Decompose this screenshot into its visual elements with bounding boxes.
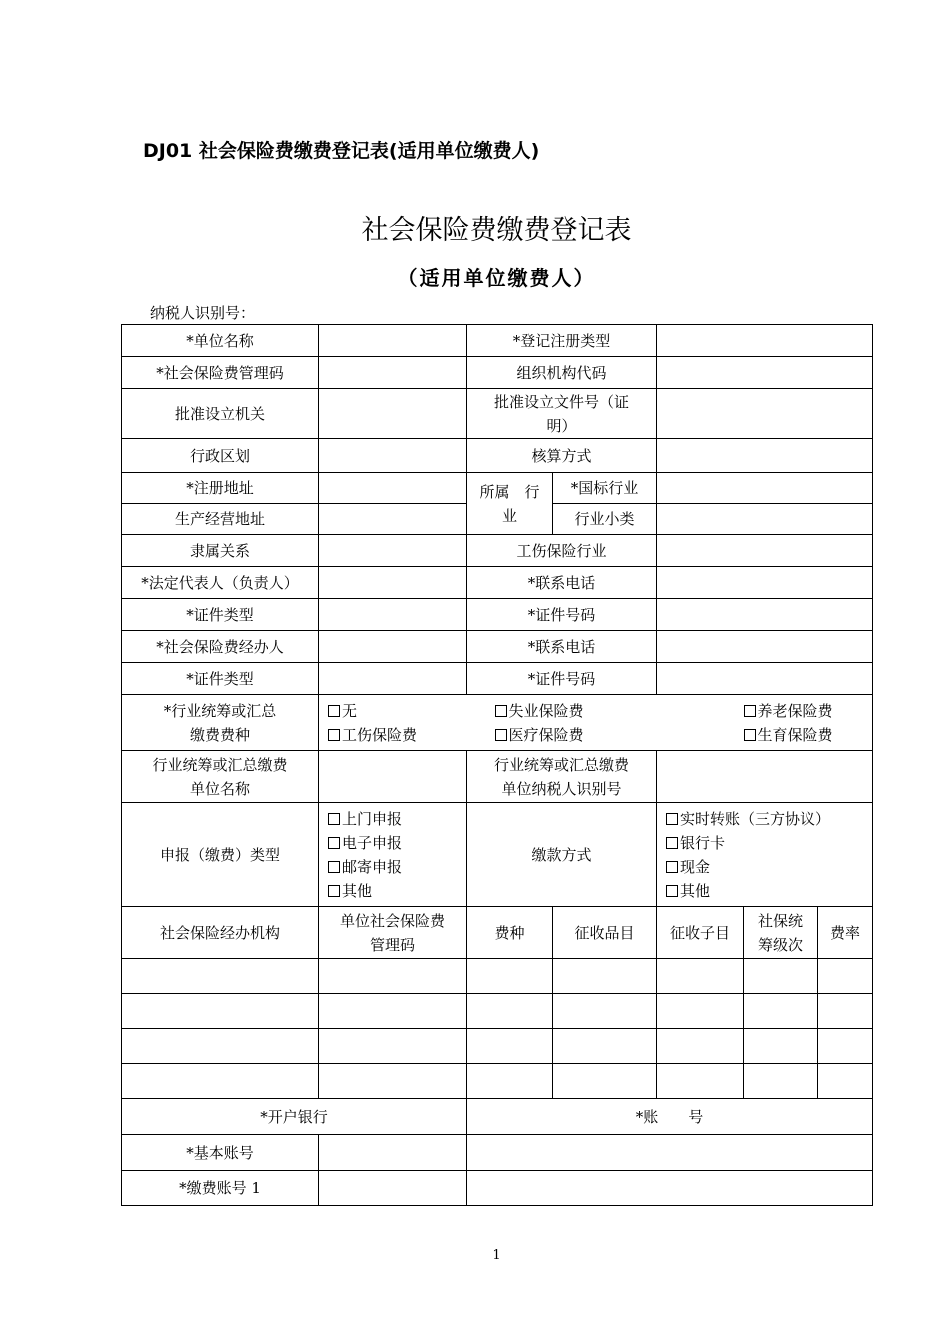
industry-sub-field[interactable] bbox=[657, 504, 873, 535]
approval-org-label: 批准设立机关 bbox=[122, 389, 319, 439]
fee-type-cell[interactable] bbox=[467, 994, 553, 1029]
id-no2-label: *证件号码 bbox=[467, 663, 657, 695]
fee-option-injury[interactable]: 工伤保险费 bbox=[328, 723, 465, 747]
table-row bbox=[122, 1029, 873, 1064]
rate-cell[interactable] bbox=[818, 994, 873, 1029]
unit-ss-code-cell[interactable] bbox=[319, 1029, 467, 1064]
checkbox-empty-icon[interactable] bbox=[666, 861, 678, 873]
handler-field[interactable] bbox=[319, 631, 467, 663]
checkbox-empty-icon[interactable] bbox=[666, 885, 678, 897]
taxpayer-id-label: 纳税人识别号： bbox=[150, 304, 256, 322]
pool-unit-name-line2: 单位名称 bbox=[189, 779, 250, 798]
payment-method-label: 缴款方式 bbox=[467, 803, 657, 907]
page-number: 1 bbox=[492, 1248, 501, 1263]
fee-type-cell[interactable] bbox=[467, 1064, 553, 1099]
approval-doc-field[interactable] bbox=[657, 389, 873, 439]
ss-level-header: 社保统筹级次 bbox=[744, 907, 818, 959]
account-label: *账 号 bbox=[467, 1099, 873, 1135]
checkbox-empty-icon[interactable] bbox=[328, 885, 340, 897]
rate-cell[interactable] bbox=[818, 1064, 873, 1099]
phone1-field[interactable] bbox=[657, 567, 873, 599]
ss-level-cell[interactable] bbox=[744, 959, 818, 994]
checkbox-empty-icon[interactable] bbox=[744, 729, 756, 741]
phone1-label: *联系电话 bbox=[467, 567, 657, 599]
affiliation-label: 隶属关系 bbox=[122, 535, 319, 567]
form-title: 社会保险费缴费登记表 bbox=[361, 215, 632, 246]
pay-account-number-field[interactable] bbox=[467, 1171, 873, 1206]
industry-sub-label: 行业小类 bbox=[553, 504, 657, 535]
levy-item-header: 征收品目 bbox=[553, 907, 657, 959]
checkbox-empty-icon[interactable] bbox=[666, 813, 678, 825]
pool-unit-tax-label bbox=[467, 751, 657, 803]
injury-industry-field[interactable] bbox=[657, 535, 873, 567]
checkbox-empty-icon[interactable] bbox=[328, 729, 340, 741]
affiliation-field[interactable] bbox=[319, 535, 467, 567]
unit-ss-code-cell[interactable] bbox=[319, 994, 467, 1029]
pool-unit-name-label bbox=[122, 751, 319, 803]
industry-label: 所属 行业 bbox=[467, 473, 553, 535]
rate-header: 费率 bbox=[818, 907, 873, 959]
pool-unit-tax-line1: 行业统筹或汇总缴费 bbox=[494, 755, 630, 774]
checkbox-empty-icon[interactable] bbox=[328, 837, 340, 849]
basic-account-label: *基本账号 bbox=[122, 1135, 319, 1171]
admin-region-field[interactable] bbox=[319, 439, 467, 473]
ss-level-cell[interactable] bbox=[744, 1029, 818, 1064]
levy-sub-cell[interactable] bbox=[657, 994, 744, 1029]
id-type2-label: *证件类型 bbox=[122, 663, 319, 695]
pool-unit-tax-field[interactable] bbox=[657, 751, 873, 803]
levy-sub-cell[interactable] bbox=[657, 1029, 744, 1064]
basic-account-number-field[interactable] bbox=[467, 1135, 873, 1171]
pool-unit-name-field[interactable] bbox=[319, 751, 467, 803]
org-code-field[interactable] bbox=[657, 357, 873, 389]
pay-account-label: *缴费账号 1 bbox=[122, 1171, 319, 1206]
rate-cell[interactable] bbox=[818, 959, 873, 994]
unit-ss-code-header: 单位社会保险费管理码 bbox=[319, 907, 467, 959]
agency-header: 社会保险经办机构 bbox=[122, 907, 319, 959]
pool-fee-type-label bbox=[122, 695, 319, 751]
national-industry-label: *国标行业 bbox=[553, 473, 657, 504]
ss-mgmt-code-field[interactable] bbox=[319, 357, 467, 389]
injury-industry-label: 工伤保险行业 bbox=[467, 535, 657, 567]
phone2-field[interactable] bbox=[657, 631, 873, 663]
id-no2-field[interactable] bbox=[657, 663, 873, 695]
phone2-label: *联系电话 bbox=[467, 631, 657, 663]
accounting-field[interactable] bbox=[657, 439, 873, 473]
admin-region-label: 行政区划 bbox=[122, 439, 319, 473]
checkbox-empty-icon[interactable] bbox=[495, 705, 507, 717]
checkbox-empty-icon[interactable] bbox=[328, 705, 340, 717]
reg-address-field[interactable] bbox=[319, 473, 467, 504]
unit-name-field[interactable] bbox=[319, 325, 467, 357]
bank-label: *开户银行 bbox=[122, 1099, 467, 1135]
checkbox-empty-icon[interactable] bbox=[744, 705, 756, 717]
id-type2-field[interactable] bbox=[319, 663, 467, 695]
checkbox-empty-icon[interactable] bbox=[666, 837, 678, 849]
reg-type-field[interactable] bbox=[657, 325, 873, 357]
checkbox-empty-icon[interactable] bbox=[328, 861, 340, 873]
levy-sub-cell[interactable] bbox=[657, 959, 744, 994]
form-subtitle: （适用单位缴费人） bbox=[397, 266, 596, 290]
agency-cell[interactable] bbox=[122, 1029, 319, 1064]
declare-type-label: 申报（缴费）类型 bbox=[122, 803, 319, 907]
payment-option-cash[interactable]: 现金 bbox=[666, 855, 870, 879]
legal-rep-label: *法定代表人（负责人） bbox=[122, 567, 319, 599]
table-row bbox=[122, 959, 873, 994]
id-type1-label: *证件类型 bbox=[122, 599, 319, 631]
pool-fee-type-line1: *行业统筹或汇总 bbox=[163, 701, 277, 720]
payment-option-other[interactable]: 其他 bbox=[666, 879, 870, 903]
checkbox-empty-icon[interactable] bbox=[328, 813, 340, 825]
fee-option-none[interactable]: 无 bbox=[328, 699, 465, 723]
levy-item-cell[interactable] bbox=[553, 994, 657, 1029]
legal-rep-field[interactable] bbox=[319, 567, 467, 599]
declare-option-mail[interactable]: 邮寄申报 bbox=[328, 855, 464, 879]
basic-account-bank-field[interactable] bbox=[319, 1135, 467, 1171]
ss-level-cell[interactable] bbox=[744, 994, 818, 1029]
pool-fee-type-line2: 缴费费种 bbox=[189, 725, 250, 744]
approval-org-field[interactable] bbox=[319, 389, 467, 439]
fee-option-pension[interactable]: 养老保险费 bbox=[744, 699, 871, 723]
accounting-label: 核算方式 bbox=[467, 439, 657, 473]
pool-unit-name-line1: 行业统筹或汇总缴费 bbox=[152, 755, 288, 774]
fee-type-cell[interactable] bbox=[467, 959, 553, 994]
fee-type-cell[interactable] bbox=[467, 1029, 553, 1064]
rate-cell[interactable] bbox=[818, 1029, 873, 1064]
levy-item-cell[interactable] bbox=[553, 1029, 657, 1064]
agency-cell[interactable] bbox=[122, 1064, 319, 1099]
agency-cell[interactable] bbox=[122, 959, 319, 994]
fee-option-maternity[interactable]: 生育保险费 bbox=[744, 723, 871, 747]
payment-option-bankcard[interactable]: 银行卡 bbox=[666, 831, 870, 855]
declare-option-other[interactable]: 其他 bbox=[328, 879, 464, 903]
fee-option-medical[interactable]: 医疗保险费 bbox=[495, 723, 742, 747]
national-industry-field[interactable] bbox=[657, 473, 873, 504]
fee-option-unemployment[interactable]: 失业保险费 bbox=[495, 699, 742, 723]
levy-sub-header: 征收子目 bbox=[657, 907, 744, 959]
declare-option-electronic[interactable]: 电子申报 bbox=[328, 831, 464, 855]
prod-address-label: 生产经营地址 bbox=[122, 504, 319, 535]
checkbox-empty-icon[interactable] bbox=[495, 729, 507, 741]
table-row bbox=[122, 1064, 873, 1099]
ss-level-cell[interactable] bbox=[744, 1064, 818, 1099]
pool-unit-tax-line2: 单位纳税人识别号 bbox=[501, 779, 622, 798]
payment-option-transfer[interactable]: 实时转账（三方协议） bbox=[666, 807, 870, 831]
agency-cell[interactable] bbox=[122, 994, 319, 1029]
id-no1-label: *证件号码 bbox=[467, 599, 657, 631]
pay-account-bank-field[interactable] bbox=[319, 1171, 467, 1206]
declare-option-onsite[interactable]: 上门申报 bbox=[328, 807, 464, 831]
levy-item-cell[interactable] bbox=[553, 1064, 657, 1099]
prod-address-field[interactable] bbox=[319, 504, 467, 535]
handler-label: *社会保险费经办人 bbox=[122, 631, 319, 663]
reg-address-label: *注册地址 bbox=[122, 473, 319, 504]
approval-doc-label: 批准设立文件号（证明） bbox=[467, 389, 657, 439]
registration-form-table bbox=[121, 324, 873, 1206]
id-type1-field[interactable] bbox=[319, 599, 467, 631]
id-no1-field[interactable] bbox=[657, 599, 873, 631]
document-heading: DJ01 社会保险费缴费登记表(适用单位缴费人) bbox=[143, 140, 540, 162]
unit-ss-code-cell[interactable] bbox=[319, 959, 467, 994]
unit-ss-code-cell[interactable] bbox=[319, 1064, 467, 1099]
ss-mgmt-code-label: *社会保险费管理码 bbox=[122, 357, 319, 389]
fee-type-header: 费种 bbox=[467, 907, 553, 959]
table-row bbox=[122, 994, 873, 1029]
levy-sub-cell[interactable] bbox=[657, 1064, 744, 1099]
org-code-label: 组织机构代码 bbox=[467, 357, 657, 389]
reg-type-label: *登记注册类型 bbox=[467, 325, 657, 357]
levy-item-cell[interactable] bbox=[553, 959, 657, 994]
unit-name-label: *单位名称 bbox=[122, 325, 319, 357]
